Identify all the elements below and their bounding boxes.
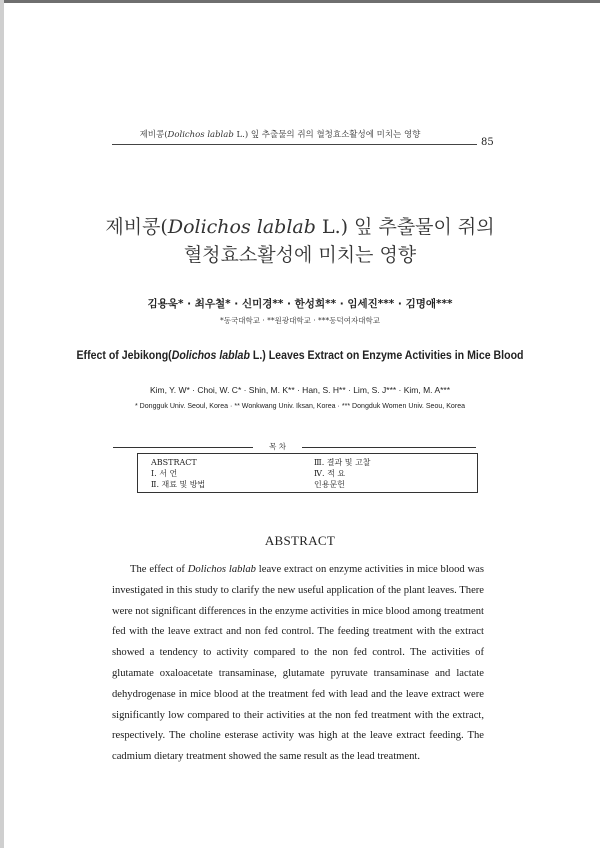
abstract-body xyxy=(112,560,484,768)
toc-item-introduction: Ⅰ. 서 언 xyxy=(151,469,178,478)
toc-item-abstract: ABSTRACT xyxy=(151,458,197,467)
table-of-contents xyxy=(137,453,478,493)
korean-title-line-1 xyxy=(0,218,600,237)
korean-authors: 김용욱* · 최우철* · 신미경** · 한성희** · 임세진*** · 김명애*** xyxy=(147,298,453,310)
running-head-species: Dolichos lablab xyxy=(167,130,234,140)
running-head-prefix: 제비콩( xyxy=(139,130,168,140)
toc-item-summary: Ⅳ. 적 요 xyxy=(314,469,346,478)
english-title-suffix: L.) Leaves Extract on Enzyme Activities in Mice Blood xyxy=(249,350,524,362)
running-head-suffix: L.) 잎 추출물의 쥐의 혈청효소활성에 미치는 영향 xyxy=(233,130,421,140)
korean-affiliations: *동국대학교 · **원광대학교 · ***동덕여자대학교 xyxy=(220,316,380,325)
abstract-text-start: The effect of xyxy=(130,564,188,575)
abstract-heading: ABSTRACT xyxy=(264,533,336,548)
english-title xyxy=(24,350,576,362)
toc-item-methods: Ⅱ. 재료 및 방법 xyxy=(151,480,206,489)
english-authors: Kim, Y. W* · Choi, W. C* · Shin, M. K** · Han, S. H** · Lim, S. J*** · Kim, M. A*** xyxy=(149,385,451,395)
korean-title-line-2: 혈청효소활성에 미치는 영향 xyxy=(183,244,417,266)
english-affiliations: * Dongguk Univ. Seoul, Korea · ** Wonkwang Univ. Iksan, Korea · *** Dongduk Women Univ. Seou, Korea xyxy=(134,401,466,410)
toc-rule-left xyxy=(113,447,253,448)
korean-title-prefix: 제비콩( xyxy=(105,216,168,238)
english-title-species: Dolichos lablab xyxy=(171,350,250,362)
korean-title-species: Dolichos lablab xyxy=(167,216,316,238)
toc-item-references: 인용문헌 xyxy=(314,480,345,489)
page-top-border xyxy=(0,0,600,3)
page-number: 85 xyxy=(481,137,494,148)
english-title-prefix: Effect of Jebikong( xyxy=(76,350,172,362)
header-rule xyxy=(112,144,477,145)
toc-heading: 목 차 xyxy=(253,441,302,452)
toc-item-results: Ⅲ. 결과 및 고찰 xyxy=(314,458,371,467)
abstract-text-rest: leave extract on enzyme activities in mice blood was investigated in this study to clarify the new useful application of the plant leaves. There were not significant differences in the enzyme activities in mice blood among treatment fed with the leave extract and non fed control. The feeding treatment with the extract showed a tendency to activity compared to the non fed control. The activities of glutamate oxaloacetate transaminase, glutamate pyruvate transaminase and lactate dehydrogenase in mice blood at the treatment fed with lead and the leave extract were significantly low compared to their activities at the non fed treatment with the extract, respectively. The choline esterase activity was high at the leave extract feeding. The cadmium dietary treatment showed the same result as the lead treatment. xyxy=(112,564,484,763)
running-head xyxy=(0,128,560,140)
abstract-species: Dolichos lablab xyxy=(187,564,256,575)
korean-title-suffix: L.) 잎 추출물이 쥐의 xyxy=(315,216,495,238)
toc-rule-right xyxy=(302,447,476,448)
